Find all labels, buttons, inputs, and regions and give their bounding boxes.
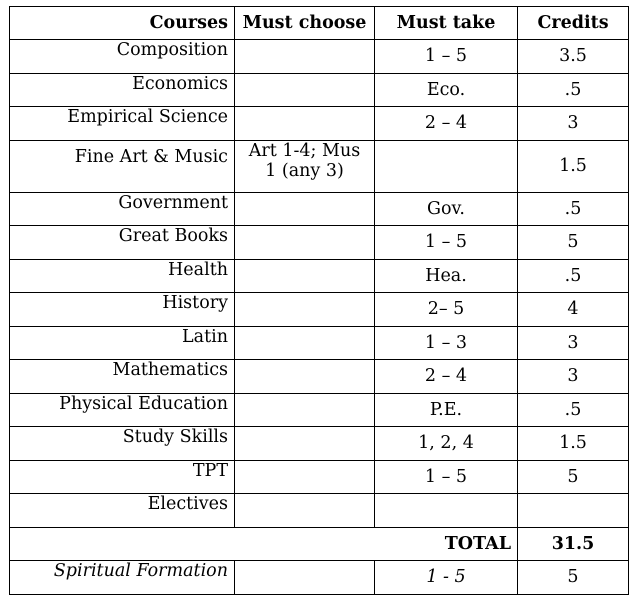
- must-choose-cell: [235, 460, 375, 494]
- must-take-cell: 1 – 5: [375, 460, 518, 494]
- table-row: [10, 393, 629, 427]
- must-take-cell: 2– 5: [375, 293, 518, 327]
- credits-cell: 1.5: [518, 427, 629, 461]
- must-choose-cell: [235, 226, 375, 260]
- header-must-choose: Must choose: [235, 7, 375, 40]
- table-row: [10, 259, 629, 293]
- course-name: Government: [10, 192, 235, 226]
- must-take-cell: [375, 494, 518, 528]
- must-take-cell: [375, 140, 518, 192]
- credits-cell: .5: [518, 259, 629, 293]
- table-row: [10, 494, 629, 528]
- must-choose-cell: [235, 393, 375, 427]
- credits-cell: [518, 494, 629, 528]
- table-row: [10, 192, 629, 226]
- credits-cell: 3.5: [518, 40, 629, 74]
- header-must-take: Must take: [375, 7, 518, 40]
- must-take-cell: Hea.: [375, 259, 518, 293]
- must-take-cell: 1, 2, 4: [375, 427, 518, 461]
- table-row: [10, 427, 629, 461]
- total-value: 31.5: [518, 527, 629, 561]
- course-name: Electives: [10, 494, 235, 528]
- course-name: Study Skills: [10, 427, 235, 461]
- must-choose-cell: [235, 293, 375, 327]
- course-name: Spiritual Formation: [10, 561, 235, 595]
- must-take-cell: 1 – 3: [375, 326, 518, 360]
- table-row: [10, 107, 629, 141]
- total-row: [10, 527, 629, 561]
- credits-cell: 5: [518, 460, 629, 494]
- must-choose-cell: [235, 73, 375, 107]
- must-take-cell: 2 – 4: [375, 107, 518, 141]
- must-choose-cell: [235, 259, 375, 293]
- table-row: [10, 140, 629, 192]
- must-choose-cell: [235, 494, 375, 528]
- must-take-cell: 1 – 5: [375, 226, 518, 260]
- table-row: [10, 40, 629, 74]
- course-name: Empirical Science: [10, 107, 235, 141]
- credits-cell: .5: [518, 393, 629, 427]
- credits-cell: 3: [518, 326, 629, 360]
- course-name: History: [10, 293, 235, 327]
- must-take-cell: 1 – 5: [375, 40, 518, 74]
- table-row: [10, 73, 629, 107]
- table-row: [10, 226, 629, 260]
- must-take-cell: 1 - 5: [375, 561, 518, 595]
- must-choose-cell: Art 1-4; Mus 1 (any 3): [235, 140, 375, 192]
- credits-cell: 4: [518, 293, 629, 327]
- course-name: Physical Education: [10, 393, 235, 427]
- must-take-cell: Eco.: [375, 73, 518, 107]
- course-name: Fine Art & Music: [10, 140, 235, 192]
- must-choose-cell: [235, 40, 375, 74]
- table-row: [10, 293, 629, 327]
- must-take-cell: P.E.: [375, 393, 518, 427]
- credits-cell: 3: [518, 107, 629, 141]
- course-name: Mathematics: [10, 360, 235, 394]
- must-choose-cell: [235, 427, 375, 461]
- table-row: [10, 561, 629, 595]
- course-name: Great Books: [10, 226, 235, 260]
- table-row: [10, 460, 629, 494]
- credits-cell: 1.5: [518, 140, 629, 192]
- credits-cell: .5: [518, 192, 629, 226]
- must-take-cell: 2 – 4: [375, 360, 518, 394]
- course-name: Latin: [10, 326, 235, 360]
- must-choose-cell: [235, 360, 375, 394]
- header-credits: Credits: [518, 7, 629, 40]
- must-choose-cell: [235, 107, 375, 141]
- course-name: Economics: [10, 73, 235, 107]
- table-row: [10, 360, 629, 394]
- must-choose-cell: [235, 561, 375, 595]
- header-row: [10, 7, 629, 40]
- must-take-cell: Gov.: [375, 192, 518, 226]
- credits-cell: 3: [518, 360, 629, 394]
- credits-table: [9, 6, 629, 595]
- must-choose-cell: [235, 192, 375, 226]
- course-name: TPT: [10, 460, 235, 494]
- credits-cell: 5: [518, 226, 629, 260]
- header-courses: Courses: [10, 7, 235, 40]
- credits-cell: .5: [518, 73, 629, 107]
- total-label: TOTAL: [10, 527, 518, 561]
- credits-cell: 5: [518, 561, 629, 595]
- must-choose-cell: [235, 326, 375, 360]
- table-row: [10, 326, 629, 360]
- course-name: Composition: [10, 40, 235, 74]
- course-name: Health: [10, 259, 235, 293]
